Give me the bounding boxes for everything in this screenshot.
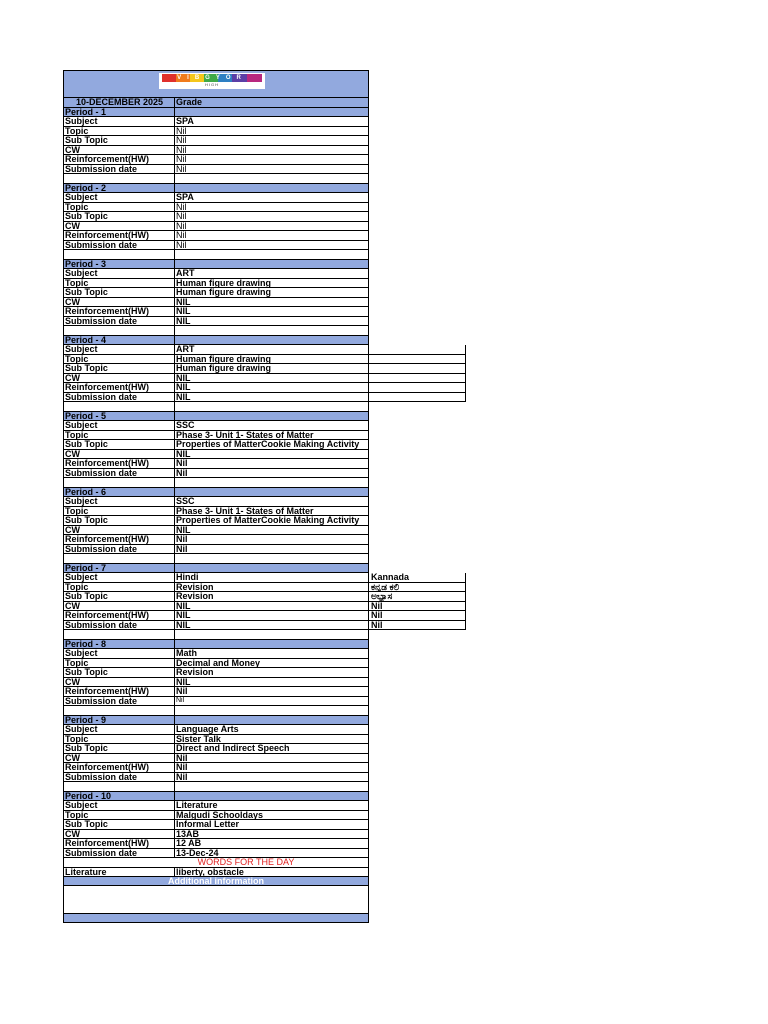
row-value: NIL	[175, 678, 369, 687]
row-value: NIL	[175, 621, 369, 630]
row-label: Reinforcement(HW)	[63, 231, 175, 240]
period-title: Period - 10	[63, 792, 175, 801]
row-value: Decimal and Money	[175, 659, 369, 668]
period-row	[63, 459, 369, 469]
row-label: Submission date	[63, 469, 175, 478]
row-label: Topic	[63, 127, 175, 136]
row-label: Submission date	[63, 545, 175, 554]
period-title: Period - 8	[63, 640, 175, 649]
row-value: Nil	[175, 231, 369, 240]
row-label: CW	[63, 146, 175, 155]
period-header	[63, 792, 369, 802]
kannada-cell: Kannada	[369, 573, 466, 583]
row-value: SPA	[175, 193, 369, 202]
row-value: NIL	[175, 307, 369, 316]
row-label: Subject	[63, 573, 175, 582]
footer-bar	[63, 914, 369, 923]
row-label: Subject	[63, 345, 175, 354]
period-row	[63, 735, 369, 745]
extra-cell	[369, 345, 466, 355]
period-row	[63, 231, 369, 241]
row-value: Malgudi Schooldays	[175, 811, 369, 820]
period-row	[63, 212, 369, 222]
row-value: Revision	[175, 668, 369, 677]
row-label: CW	[63, 450, 175, 459]
row-value: Nil	[175, 212, 369, 221]
row-value: NIL	[175, 393, 369, 402]
row-label: Submission date	[63, 849, 175, 858]
row-label: CW	[63, 678, 175, 687]
extra-cell	[369, 393, 466, 403]
period-row	[63, 469, 369, 479]
period-header	[63, 564, 369, 574]
period-title: Period - 5	[63, 412, 175, 421]
row-label: Subject	[63, 193, 175, 202]
row-label: Sub Topic	[63, 364, 175, 373]
words-title: WORDS FOR THE DAY	[63, 858, 369, 867]
period-row	[63, 136, 369, 146]
period-row	[63, 582, 400, 593]
period-row	[63, 592, 393, 602]
row-label: CW	[63, 754, 175, 763]
blank-row	[63, 402, 369, 412]
period-row	[63, 307, 369, 317]
row-value: NIL	[175, 450, 369, 459]
row-value: Nil	[175, 146, 369, 155]
row-value: Hindi	[175, 573, 369, 582]
row-label: Sub Topic	[63, 212, 175, 221]
row-value: Properties of MatterCookie Making Activity	[175, 516, 369, 525]
row-label: Subject	[63, 117, 175, 126]
period-row	[63, 697, 369, 707]
row-label: Subject	[63, 725, 175, 734]
period-header	[63, 716, 369, 726]
period-row	[63, 754, 369, 764]
row-label: Sub Topic	[63, 136, 175, 145]
row-value: Nil	[175, 545, 369, 554]
period-title: Period - 4	[63, 336, 175, 345]
row-value: Literature	[175, 801, 369, 810]
period-row	[63, 193, 369, 203]
row-label: Reinforcement(HW)	[63, 383, 175, 392]
timetable-sheet	[63, 70, 410, 923]
row-label: Topic	[63, 735, 175, 744]
row-label: Sub Topic	[63, 592, 175, 601]
period-row	[63, 431, 369, 441]
words-title-row	[63, 858, 369, 868]
row-value: Nil	[175, 241, 369, 250]
period-header	[63, 488, 369, 498]
row-value: NIL	[175, 383, 369, 392]
period-row	[63, 687, 369, 697]
row-label: Reinforcement(HW)	[63, 839, 175, 848]
row-value: 12 AB	[175, 839, 369, 848]
period-row	[63, 364, 369, 374]
row-label: Subject	[63, 269, 175, 278]
period-row	[63, 744, 369, 754]
row-value: Nil	[175, 127, 369, 136]
row-label: Submission date	[63, 241, 175, 250]
date-row	[63, 98, 369, 108]
period-row	[63, 298, 369, 308]
row-value: SPA	[175, 117, 369, 126]
period-title: Period - 3	[63, 260, 175, 269]
period-row	[63, 830, 369, 840]
period-row	[63, 611, 383, 621]
period-row	[63, 127, 369, 137]
row-value: Human figure drawing	[175, 288, 369, 297]
period-row	[63, 279, 369, 289]
row-label: Sub Topic	[63, 668, 175, 677]
row-value: Nil	[175, 203, 369, 212]
row-value: Revision	[175, 592, 369, 601]
period-header	[63, 640, 369, 650]
row-value: Language Arts	[175, 725, 369, 734]
row-label: Submission date	[63, 773, 175, 782]
row-value: ART	[175, 345, 369, 354]
row-label: CW	[63, 298, 175, 307]
words-label: Literature	[63, 868, 175, 877]
date-cell: 10-DECEMBER 2025	[63, 98, 175, 107]
words-value: liberty, obstacle	[175, 868, 369, 877]
row-value: Nil	[175, 773, 369, 782]
row-value: Nil	[175, 222, 369, 231]
period-row	[63, 269, 369, 279]
row-label: Topic	[63, 431, 175, 440]
row-label: Sub Topic	[63, 440, 175, 449]
period-title: Period - 2	[63, 184, 175, 193]
blank-row	[63, 706, 369, 716]
row-label: Subject	[63, 421, 175, 430]
kannada-cell: Nil	[369, 611, 466, 621]
row-value: NIL	[175, 298, 369, 307]
period-row	[63, 440, 369, 450]
row-label: Topic	[63, 659, 175, 668]
period-row	[63, 393, 369, 403]
row-label: Submission date	[63, 317, 175, 326]
period-row	[63, 222, 369, 232]
row-label: Subject	[63, 801, 175, 810]
row-value: Properties of MatterCookie Making Activity	[175, 440, 369, 449]
period-row	[63, 203, 369, 213]
period-row	[63, 526, 369, 536]
row-label: Sub Topic	[63, 288, 175, 297]
period-title: Period - 7	[63, 564, 175, 573]
row-value: NIL	[175, 611, 369, 620]
period-row	[63, 773, 369, 783]
period-row	[63, 117, 369, 127]
row-label: Subject	[63, 649, 175, 658]
row-label: Reinforcement(HW)	[63, 459, 175, 468]
period-row	[63, 383, 369, 393]
kannada-cell: ಅಭ್ಯಾಸ	[369, 592, 466, 602]
row-value: Human figure drawing	[175, 364, 369, 373]
row-label: Submission date	[63, 165, 175, 174]
row-label: Sub Topic	[63, 516, 175, 525]
period-row	[63, 725, 369, 735]
periods-container	[63, 107, 410, 859]
period-title: Period - 9	[63, 716, 175, 725]
row-label: Reinforcement(HW)	[63, 687, 175, 696]
period-header	[63, 108, 369, 118]
row-value: 13AB	[175, 830, 369, 839]
row-label: CW	[63, 526, 175, 535]
row-value: Direct and Indirect Speech	[175, 744, 369, 753]
row-value: Nil	[175, 697, 369, 706]
row-value: Nil	[175, 535, 369, 544]
blank-row	[63, 478, 369, 488]
row-value: Revision	[175, 583, 369, 592]
extra-cell	[369, 355, 466, 365]
row-value: NIL	[175, 374, 369, 383]
period-row	[63, 345, 369, 355]
header-banner	[63, 70, 369, 98]
row-value: Human figure drawing	[175, 279, 369, 288]
row-label: Reinforcement(HW)	[63, 763, 175, 772]
row-label: Submission date	[63, 697, 175, 706]
period-row	[63, 545, 369, 555]
blank-row	[63, 326, 369, 336]
period-row	[63, 165, 369, 175]
row-label: Subject	[63, 497, 175, 506]
period-title: Period - 6	[63, 488, 175, 497]
row-value: ART	[175, 269, 369, 278]
row-value: NIL	[175, 526, 369, 535]
row-value: SSC	[175, 497, 369, 506]
row-label: Topic	[63, 279, 175, 288]
row-value: Human figure drawing	[175, 355, 369, 364]
period-row	[63, 620, 383, 631]
period-row	[63, 801, 369, 811]
extra-cell	[369, 383, 466, 393]
row-value: SSC	[175, 421, 369, 430]
row-value: Informal Letter	[175, 820, 369, 829]
row-label: Submission date	[63, 393, 175, 402]
blank-row	[63, 174, 369, 184]
row-label: Reinforcement(HW)	[63, 307, 175, 316]
additional-info-header: Additional information	[63, 877, 369, 886]
row-value: Nil	[175, 763, 369, 772]
row-value: Nil	[175, 754, 369, 763]
period-row	[63, 668, 369, 678]
row-value: Nil	[175, 459, 369, 468]
additional-info-box	[63, 886, 369, 914]
kannada-cell: Nil	[369, 621, 466, 631]
period-row	[63, 820, 369, 830]
row-value: Phase 3- Unit 1- States of Matter	[175, 507, 369, 516]
period-row	[63, 288, 369, 298]
row-value: Nil	[175, 469, 369, 478]
row-label: CW	[63, 830, 175, 839]
row-label: Reinforcement(HW)	[63, 611, 175, 620]
period-row	[63, 839, 369, 849]
period-header	[63, 184, 369, 194]
blank-row	[63, 782, 369, 792]
period-row	[63, 497, 369, 507]
period-row	[63, 355, 369, 365]
row-value: Nil	[175, 136, 369, 145]
row-value: Math	[175, 649, 369, 658]
period-row	[63, 535, 369, 545]
period-row	[63, 241, 369, 251]
grade-cell: Grade	[175, 98, 369, 107]
row-value: 13-Dec-24	[175, 849, 369, 858]
row-label: Topic	[63, 203, 175, 212]
period-row	[63, 450, 369, 460]
period-row	[63, 811, 369, 821]
kannada-cell: ಕನ್ನಡ ಕಲಿ	[369, 583, 466, 593]
row-value: NIL	[175, 317, 369, 326]
period-row	[63, 659, 369, 669]
extra-cell	[369, 374, 466, 384]
row-label: Topic	[63, 583, 175, 592]
period-header	[63, 412, 369, 422]
period-row	[63, 374, 369, 384]
row-label: Topic	[63, 355, 175, 364]
row-value: Phase 3- Unit 1- States of Matter	[175, 431, 369, 440]
kannada-cell: Nil	[369, 602, 466, 612]
extra-cell	[369, 364, 466, 374]
row-label: Sub Topic	[63, 820, 175, 829]
row-value: NIL	[175, 602, 369, 611]
period-row	[63, 507, 369, 517]
period-row	[63, 421, 369, 431]
row-label: CW	[63, 374, 175, 383]
row-label: CW	[63, 602, 175, 611]
period-row	[63, 601, 383, 612]
row-label: Topic	[63, 507, 175, 516]
row-value: Nil	[175, 687, 369, 696]
period-row	[63, 146, 369, 156]
row-value: Nil	[175, 155, 369, 164]
row-label: Sub Topic	[63, 744, 175, 753]
period-row	[63, 516, 369, 526]
period-row	[63, 155, 369, 165]
period-title: Period - 1	[63, 108, 175, 117]
period-row	[63, 649, 369, 659]
blank-row	[63, 630, 369, 640]
row-label: CW	[63, 222, 175, 231]
blank-row	[63, 554, 369, 564]
row-label: Submission date	[63, 621, 175, 630]
period-header	[63, 260, 369, 270]
period-row	[63, 849, 369, 859]
row-label: Reinforcement(HW)	[63, 535, 175, 544]
row-label: Reinforcement(HW)	[63, 155, 175, 164]
period-row	[63, 678, 369, 688]
row-label: Topic	[63, 811, 175, 820]
period-row	[63, 573, 410, 583]
blank-row	[63, 250, 369, 260]
school-logo: VIBGYOR HIGH	[159, 73, 265, 89]
period-row	[63, 317, 369, 327]
period-header	[63, 336, 369, 346]
row-value: Nil	[175, 165, 369, 174]
period-row	[63, 763, 369, 773]
row-value: Sister Talk	[175, 735, 369, 744]
